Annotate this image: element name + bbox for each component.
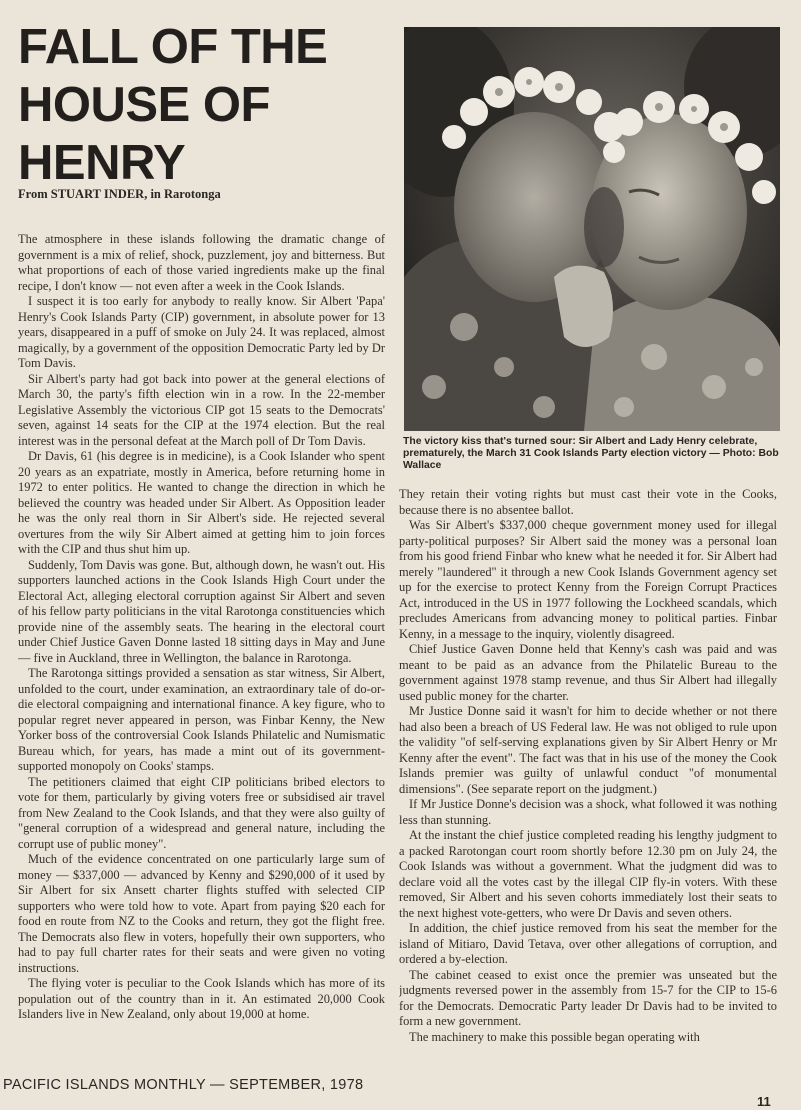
paragraph: Was Sir Albert's $337,000 cheque government money used for illegal party-political purposes? Sir Albert said the money was a personal loan from his good friend Finbar who knew what he needed it for. Sir Albert had merely "laundered" it through a new Cook Islands Government agency set up for the exercise to protect Kenny from the Foreign Corrupt Practices Act, introduced in the US in 1977 following the Lockheed scandals, which precludes Americans from advancing money to political parties. Finbar Kenny, in a message to the inquiry, violently disagreed. bbox=[399, 518, 777, 641]
paragraph: The flying voter is peculiar to the Cook Islands which has more of its population out of the country than in it. An estimated 20,000 Cook Islanders live in New Zealand, only about 19,000 at home. bbox=[18, 976, 385, 1021]
paragraph: Sir Albert's party had got back into power at the general elections of March 30, the party's fifth election win in a row. In the 22-member Legislative Assembly the victorious CIP got 15 seats to the Democrats' seven, against 14 seats for the CIP at the 1974 election. But the real interest was in the personal defeat at the March poll of Dr Tom Davis. bbox=[18, 371, 385, 448]
paragraph: At the instant the chief justice completed reading his lengthy judgment to a packed Rarotongan court room shortly before 12.30 pm on July 24, the Cook Islands was without a government. What the judgment did was to declare void all the votes cast by the illegal CIP fly-in voters. With these removed, Sir Albert and his seven cohorts immediately lost their seats to the next highest vote-getters, who were Dr Davis and seven others. bbox=[399, 828, 777, 920]
paragraph: The cabinet ceased to exist once the premier was unseated but the judgments reversed power in the assembly from 15-7 for the CIP to 15-6 for the Democrats. Democratic Party leader Dr Davis had to be invited to form a new government. bbox=[399, 967, 777, 1028]
article-column-left bbox=[18, 232, 385, 1085]
paragraph: The atmosphere in these islands following the dramatic change of government is a mix of relief, shock, puzzlement, joy and bitterness. But what proportions of each of those varied ingredients make up the final recipe, I don't know — not even after a week in the Cook Islands. bbox=[18, 232, 385, 293]
publication-footer: PACIFIC ISLANDS MONTHLY — SEPTEMBER, 1978 bbox=[3, 1077, 364, 1093]
headline: FALL OF THE HOUSE OF HENRY bbox=[18, 20, 328, 190]
paragraph: I suspect it is too early for anybody to really know. Sir Albert 'Papa' Henry's Cook Islands Party (CIP) government, in absolute power for 13 years, disappeared in a puff of smoke on July 24. It was replaced, almost magically, by a government of the opposition Democratic Party led by Dr Tom Davis. bbox=[18, 294, 385, 370]
paragraph: The machinery to make this possible began operating with bbox=[409, 1029, 700, 1044]
byline: From STUART INDER, in Rarotonga bbox=[18, 187, 221, 201]
paragraph: Much of the evidence concentrated on one particularly large sum of money — $337,000 — advanced by Kenny and $290,000 of it used by Sir Albert for six Ansett charter flights stuffed with selected CIP supporters who were told how to vote. Apart from paying $20 each for food en route from NZ to the Cooks and return, they got the flight free. The Democrats also flew in voters, hopefully their own supporters, who had to pay full charter rates for their seats and were given no voting instructions. bbox=[18, 852, 385, 975]
paragraph: Suddenly, Tom Davis was gone. But, although down, he wasn't out. His supporters launched actions in the Cook Islands High Court under the Electoral Act, alleging electoral corruption against Sir Albert and seven of his fellow party politicians in the vital Rarotonga constituencies which provide nine of the assembly seats. The hearing in the electoral court under Chief Justice Gaven Donne lasted 18 sitting days in May and June — five in Auckland, three in Wellington, the balance in Rarotonga. bbox=[18, 557, 385, 665]
paragraph: The petitioners claimed that eight CIP politicians bribed electors to vote for them, particularly by giving voters free or subsidised air travel from New Zealand to the Cook Islands, and that they were also guilty of "general corruption of a widespread and general nature, including the corrupt use of public money". bbox=[18, 774, 385, 851]
paragraph: If Mr Justice Donne's decision was a shock, what followed it was nothing less than stunning. bbox=[399, 797, 777, 827]
page-number: 11 bbox=[757, 1094, 771, 1109]
paragraph: They retain their voting rights but must cast their vote in the Cooks, because there is no absentee ballot. bbox=[399, 487, 777, 517]
paragraph: Dr Davis, 61 (his degree is in medicine), is a Cook Islander who spent 20 years as an expatriate, mostly in America, before returning home in 1972 to enter politics. He wanted to change the direction in which he believed the country was headed under Sir Albert. As Opposition leader he was the only real thorn in Sir Albert's side. He rejected several overtures from the wily Sir Albert aimed at getting him to join forces with the CIP and thus shut him up. bbox=[18, 449, 385, 556]
paragraph: The Rarotonga sittings provided a sensation as star witness, Sir Albert, unfolded to the court, under examination, an extraordinary tale of do-or-die electoral compaigning and international finance. A key figure, who to popular regret never appeared in person, was Finbar Kenny, the New Yorker boss of the controversial Cook Islands Philatelic and Numismatic Bureau which, for years, has made a mint out of its government-supported monopoly on Cooks' stamps. bbox=[18, 666, 385, 773]
photo-caption: The victory kiss that's turned sour: Sir Albert and Lady Henry celebrate, prematurely, the March 31 Cook Islands Party election victory — Photo: Bob Wallace bbox=[403, 436, 779, 472]
article-column-right bbox=[399, 487, 777, 1087]
paragraph: Chief Justice Gaven Donne held that Kenny's cash was paid and was meant to be paid as an advance from the Philatelic Bureau to the government against 1978 stamp revenue, and thus Sir Albert had illegally used public money for the charter. bbox=[399, 642, 777, 703]
paragraph: In addition, the chief justice removed from his seat the member for the island of Mitiaro, David Tetava, over other allegations of corruption, and ordered a by-election. bbox=[399, 921, 777, 966]
paragraph: Mr Justice Donne said it wasn't for him to decide whether or not there had also been a breach of US Federal law. He was not obliged to rule upon the validity "of self-serving explanations given by Sir Albert Henry or Mr Kenny after the event". The fact was that in his use of the money the Cook Islands premier was guilty of unlawful conduct "of monumental dimensions". (See separate report on the judgment.) bbox=[399, 704, 777, 796]
news-photo bbox=[404, 27, 780, 431]
